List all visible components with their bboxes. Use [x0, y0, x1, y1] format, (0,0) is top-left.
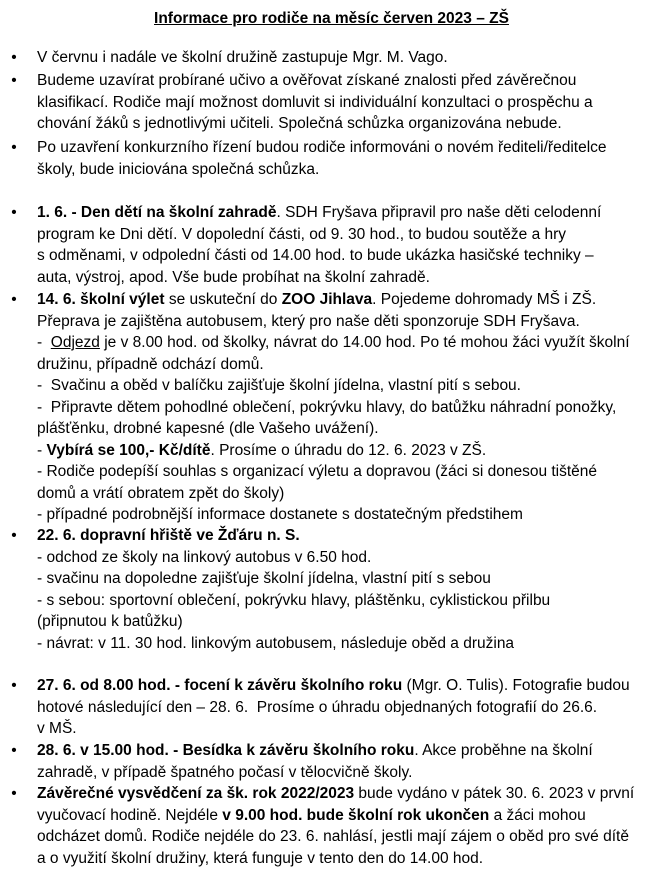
item-text: chování žáků s jednotlivými učiteli. Společná schůzka organizována nebude. — [37, 115, 562, 132]
item-text: - případné podrobnější informace dostanete s dostatečným předstihem — [37, 506, 523, 523]
bullet-icon: • — [11, 72, 17, 89]
item-text: a o využití školní družiny, která funguje v tento den do 14.00 hod. — [37, 849, 484, 867]
list-item — [11, 137, 653, 180]
item-lead-line — [37, 783, 653, 805]
bullet-icon: • — [11, 742, 17, 759]
item-text: je v 8.00 hod. od školky, návrat do 14.00 hod. Po té mohou žáci využít školní — [99, 334, 630, 351]
item-lead-line — [37, 740, 653, 762]
dash-prefix: - — [37, 334, 51, 351]
item-text: (připnutou k batůžku) — [37, 613, 183, 630]
fee-line — [37, 440, 653, 462]
item-text: - Svačinu a oběd v balíčku zajišťuje školní jídelna, vlastní pití s sebou. — [37, 377, 521, 394]
event-heading: 28. 6. v 15.00 hod. - Besídka k závěru školního roku — [37, 742, 415, 759]
fee-amount: Vybírá se 100,- Kč/dítě — [46, 441, 211, 459]
list-item-traffic-playground — [11, 525, 653, 654]
item-text: - návrat: v 11. 30 hod. linkovým autobusem, následuje oběd a družina — [37, 634, 515, 652]
item-text: Po uzavření konkurzního řízení budou rodiče informováni o novém řediteli/ředitelce — [37, 139, 607, 156]
item-text: program ke Dni dětí. V dopolední části, od 9. 30 hod., to budou soutěže a hry — [37, 225, 567, 243]
destination-name: ZOO Jihlava — [281, 291, 373, 308]
bullet-icon: • — [11, 291, 17, 308]
item-text: - Připravte dětem pohodlné oblečení, pokrývku hlavy, do batůžku náhradní ponožky, — [37, 398, 617, 416]
item-text: . Akce proběhne na školní — [414, 742, 593, 759]
item-text: klasifikací. Rodiče mají možnost domluvit si individuální konzultaci o prospěchu a — [37, 93, 593, 111]
list-item-photos — [11, 675, 653, 740]
item-text: hotové následující den – 28. 6. Prosíme o úhradu objednaných fotografií do 26.6. — [37, 698, 598, 716]
page-title: Informace pro rodiče na měsíc červen 2023 – ZŠ — [154, 10, 509, 27]
item-text: . SDH Fryšava připravil pro naše děti celodenní — [276, 204, 602, 221]
item-text: - svačinu na dopoledne zajišťuje školní jídelna, vlastní pití s sebou — [37, 570, 491, 587]
item-text: školy, bude iniciována společná schůzka. — [37, 160, 320, 178]
item-text: s odměnami, v odpolední části od 14.00 hod. to bude ukázka hasičské techniky – — [37, 247, 594, 264]
dash-prefix: - — [37, 441, 47, 459]
item-text: - s sebou: sportovní oblečení, pokrývku hlavy, pláštěnku, cyklistickou přilbu — [37, 591, 551, 609]
item-text: auta, výstroj, apod. Vše bude probíhat na školní zahradě. — [37, 268, 430, 286]
list-item — [11, 47, 653, 69]
item-text: odcházet domů. Rodiče nejdéle do 23. 6. nahlásí, jestli mají zájem o oběd pro své dítě — [37, 828, 629, 845]
end-of-year-time: v 9.00 hod. bude školní rok ukončen — [222, 806, 490, 824]
item-lead-line — [37, 289, 653, 311]
item-text: - Rodiče podepíší souhlas s organizací výletu a dopravou (žáci si donesou tištěné — [37, 463, 598, 480]
item-text: družinu, případně odchází domů. — [37, 355, 264, 373]
item-text: vyučovací hodině. Nejdéle — [37, 806, 223, 824]
item-text: Budeme uzavírat probírané učivo a ověřovat získané znalosti před závěrečnou — [37, 72, 577, 89]
departure-label: Odjezd — [50, 334, 100, 351]
event-heading: 1. 6. - Den dětí na školní zahradě — [37, 204, 277, 221]
list-item-school-trip — [11, 289, 653, 526]
item-text: plášťěnku, drobné kapesné (dle Vašeho uvážení). — [37, 420, 379, 437]
item-text: se uskuteční do — [164, 291, 282, 308]
item-text: bude vydáno v pátek 30. 6. 2023 v první — [354, 785, 635, 802]
list-item-report-cards — [11, 783, 653, 869]
item-text: (Mgr. O. Tulis). Fotografie budou — [402, 677, 630, 694]
item-text: domů a vrátí obratem zpět do školy) — [37, 484, 285, 502]
item-text: zahradě, v případě špatného počasí v tělocvičně školy. — [37, 763, 413, 781]
bullet-icon: • — [11, 204, 17, 221]
list-item-childrens-day — [11, 202, 653, 288]
item-text: Přeprava je zajištěna autobusem, který pro naše děti sponzoruje SDH Fryšava. — [37, 312, 580, 330]
event-heading: Závěrečné vysvědčení za šk. rok 2022/2023 — [37, 785, 355, 802]
departure-line — [37, 332, 653, 354]
list-item — [11, 70, 653, 135]
event-heading: 27. 6. od 8.00 hod. - focení k závěru školního roku — [37, 677, 403, 694]
bullet-icon: • — [11, 785, 17, 802]
item-lead-line — [37, 202, 653, 224]
item-lead-line — [37, 675, 653, 697]
bullet-icon: • — [11, 677, 17, 694]
item-text: V červnu i nadále ve školní družině zastupuje Mgr. M. Vago. — [37, 49, 448, 66]
bullet-icon: • — [11, 49, 17, 66]
event-heading: 14. 6. školní výlet — [37, 291, 165, 308]
bullet-icon: • — [11, 527, 17, 544]
list-item-performance — [11, 740, 653, 783]
item-text: a žáci mohou — [489, 806, 586, 824]
item-text: - odchod ze školy na linkový autobus v 6.50 hod. — [37, 548, 372, 566]
bullet-icon: • — [11, 139, 17, 156]
event-heading: 22. 6. dopravní hřiště ve Žďáru n. S. — [37, 527, 300, 544]
item-text: . Prosíme o úhradu do 12. 6. 2023 v ZŠ. — [210, 441, 487, 459]
item-lead-line — [37, 805, 653, 827]
item-text: v MŠ. — [37, 720, 77, 737]
item-text: . Pojedeme dohromady MŠ i ZŠ. — [372, 291, 597, 308]
